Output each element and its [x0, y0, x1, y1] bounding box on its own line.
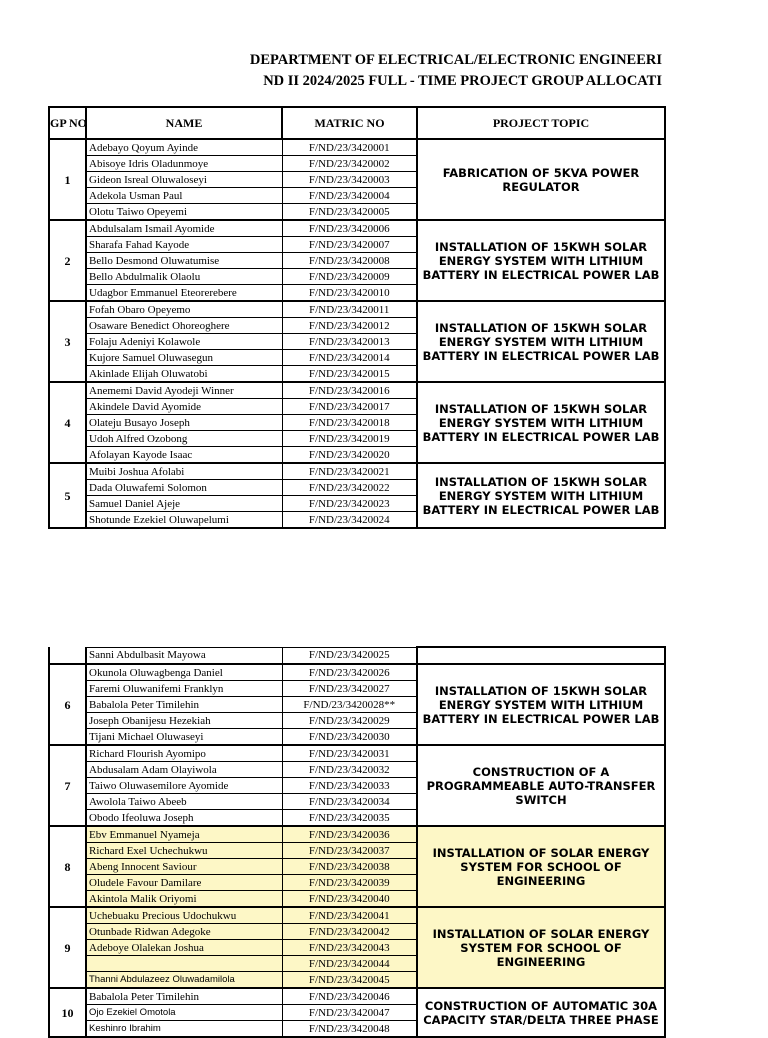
matric-number-cell: F/ND/23/3420002: [282, 156, 417, 172]
student-name-cell: [86, 956, 282, 972]
table-row: [49, 664, 665, 681]
student-name-cell: Ojo Ezekiel Omotola: [86, 1005, 282, 1021]
student-name-cell: Oludele Favour Damilare: [86, 875, 282, 891]
matric-number-cell: F/ND/23/3420032: [282, 762, 417, 778]
student-name-cell: Osaware Benedict Ohoreoghere: [86, 318, 282, 334]
student-name-cell: Adebayo Qoyum Ayinde: [86, 139, 282, 156]
header-project-topic: PROJECT TOPIC: [417, 107, 665, 139]
matric-number-cell: F/ND/23/3420004: [282, 188, 417, 204]
student-name-cell: Keshinro Ibrahim: [86, 1021, 282, 1038]
matric-number-cell: F/ND/23/3420022: [282, 480, 417, 496]
student-name-cell: Okunola Oluwagbenga Daniel: [86, 664, 282, 681]
student-name-cell: Kujore Samuel Oluwasegun: [86, 350, 282, 366]
student-name-cell: Adeboye Olalekan Joshua: [86, 940, 282, 956]
student-name-cell: Abdusalam Adam Olayiwola: [86, 762, 282, 778]
matric-number-cell: F/ND/23/3420012: [282, 318, 417, 334]
student-name-cell: Sharafa Fahad Kayode: [86, 237, 282, 253]
student-name-cell: Abeng Innocent Saviour: [86, 859, 282, 875]
matric-number-cell: F/ND/23/3420017: [282, 399, 417, 415]
matric-number-cell: F/ND/23/3420033: [282, 778, 417, 794]
student-name-cell: Richard Flourish Ayomipo: [86, 745, 282, 762]
matric-number-cell: F/ND/23/3420013: [282, 334, 417, 350]
project-topic-cell: INSTALLATION OF SOLAR ENERGY SYSTEM FOR SCHOOL OF ENGINEERING: [417, 826, 665, 907]
student-name-cell: Uchebuaku Precious Udochukwu: [86, 907, 282, 924]
student-name-cell: Udagbor Emmanuel Eteorerebere: [86, 285, 282, 302]
header-matric-no: MATRIC NO: [282, 107, 417, 139]
table-row: [49, 139, 665, 156]
matric-number-cell: F/ND/23/3420018: [282, 415, 417, 431]
student-name-cell: Olotu Taiwo Opeyemi: [86, 204, 282, 221]
table-body: [49, 647, 665, 1037]
table-row: [49, 745, 665, 762]
matric-number-cell: F/ND/23/3420046: [282, 988, 417, 1005]
project-topic-cell: INSTALLATION OF 15KWH SOLAR ENERGY SYSTEM WITH LITHIUM BATTERY IN ELECTRICAL POWER LAB: [417, 220, 665, 301]
matric-number-cell: F/ND/23/3420034: [282, 794, 417, 810]
student-name-cell: Udoh Alfred Ozobong: [86, 431, 282, 447]
matric-number-cell: F/ND/23/3420020: [282, 447, 417, 464]
group-number-cell: 8: [49, 826, 86, 907]
matric-number-cell: F/ND/23/3420044: [282, 956, 417, 972]
matric-number-cell: F/ND/23/3420036: [282, 826, 417, 843]
matric-number-cell: F/ND/23/3420016: [282, 382, 417, 399]
matric-number-cell: F/ND/23/3420038: [282, 859, 417, 875]
table-row: [49, 826, 665, 843]
matric-number-cell: F/ND/23/3420003: [282, 172, 417, 188]
matric-number-cell: F/ND/23/3420026: [282, 664, 417, 681]
matric-number-cell: F/ND/23/3420021: [282, 463, 417, 480]
matric-number-cell: F/ND/23/3420035: [282, 810, 417, 827]
student-name-cell: Sanni Abdulbasit Mayowa: [86, 647, 282, 664]
student-name-cell: Anememi David Ayodeji Winner: [86, 382, 282, 399]
matric-number-cell: F/ND/23/3420019: [282, 431, 417, 447]
student-name-cell: Babalola Peter Timilehin: [86, 697, 282, 713]
student-name-cell: Muibi Joshua Afolabi: [86, 463, 282, 480]
matric-number-cell: F/ND/23/3420010: [282, 285, 417, 302]
project-topic-cell: INSTALLATION OF SOLAR ENERGY SYSTEM FOR SCHOOL OF ENGINEERING: [417, 907, 665, 988]
matric-number-cell: F/ND/23/3420047: [282, 1005, 417, 1021]
table-row: [49, 382, 665, 399]
table-row: [49, 301, 665, 318]
student-name-cell: Akinlade Elijah Oluwatobi: [86, 366, 282, 383]
student-name-cell: Bello Desmond Oluwatumise: [86, 253, 282, 269]
student-name-cell: Adekola Usman Paul: [86, 188, 282, 204]
student-name-cell: Faremi Oluwanifemi Franklyn: [86, 681, 282, 697]
project-topic-cell: INSTALLATION OF 15KWH SOLAR ENERGY SYSTEM WITH LITHIUM BATTERY IN ELECTRICAL POWER LAB: [417, 664, 665, 745]
matric-number-cell: F/ND/23/3420027: [282, 681, 417, 697]
project-topic-cell: [417, 647, 665, 664]
matric-number-cell: F/ND/23/3420048: [282, 1021, 417, 1038]
table-row: [49, 647, 665, 664]
project-topic-cell: INSTALLATION OF 15KWH SOLAR ENERGY SYSTEM WITH LITHIUM BATTERY IN ELECTRICAL POWER LAB: [417, 463, 665, 528]
student-name-cell: Obodo Ifeoluwa Joseph: [86, 810, 282, 827]
matric-number-cell: F/ND/23/3420029: [282, 713, 417, 729]
student-name-cell: Akintola Malik Oriyomi: [86, 891, 282, 908]
group-number-cell: 2: [49, 220, 86, 301]
project-topic-cell: FABRICATION OF 5KVA POWER REGULATOR: [417, 139, 665, 220]
group-number-cell: 7: [49, 745, 86, 826]
table-row: [49, 907, 665, 924]
matric-number-cell: F/ND/23/3420042: [282, 924, 417, 940]
matric-number-cell: F/ND/23/3420024: [282, 512, 417, 529]
table-header-row: [49, 107, 665, 139]
student-name-cell: Ebv Emmanuel Nyameja: [86, 826, 282, 843]
matric-number-cell: F/ND/23/3420045: [282, 972, 417, 989]
student-name-cell: Bello Abdulmalik Olaolu: [86, 269, 282, 285]
table-row: [49, 220, 665, 237]
matric-number-cell: F/ND/23/3420043: [282, 940, 417, 956]
student-name-cell: Abisoye Idris Oladunmoye: [86, 156, 282, 172]
table-row: [49, 988, 665, 1005]
group-number-cell: 4: [49, 382, 86, 463]
matric-number-cell: F/ND/23/3420025: [282, 647, 417, 664]
group-number-cell: 1: [49, 139, 86, 220]
matric-number-cell: F/ND/23/3420006: [282, 220, 417, 237]
student-name-cell: Thanni Abdulazeez Oluwadamilola: [86, 972, 282, 989]
group-number-cell: [49, 647, 86, 664]
project-topic-cell: CONSTRUCTION OF AUTOMATIC 30A CAPACITY STAR/DELTA THREE PHASE: [417, 988, 665, 1037]
table-row: [49, 463, 665, 480]
student-name-cell: Abdulsalam Ismail Ayomide: [86, 220, 282, 237]
group-number-cell: 5: [49, 463, 86, 528]
matric-number-cell: F/ND/23/3420039: [282, 875, 417, 891]
student-name-cell: Joseph Obanijesu Hezekiah: [86, 713, 282, 729]
matric-number-cell: F/ND/23/3420008: [282, 253, 417, 269]
student-name-cell: Shotunde Ezekiel Oluwapelumi: [86, 512, 282, 529]
student-name-cell: Taiwo Oluwasemilore Ayomide: [86, 778, 282, 794]
group-number-cell: 6: [49, 664, 86, 745]
student-name-cell: Tijani Michael Oluwaseyi: [86, 729, 282, 746]
matric-number-cell: F/ND/23/3420001: [282, 139, 417, 156]
matric-number-cell: F/ND/23/3420037: [282, 843, 417, 859]
student-name-cell: Samuel Daniel Ajeje: [86, 496, 282, 512]
student-name-cell: Richard Exel Uchechukwu: [86, 843, 282, 859]
student-name-cell: Dada Oluwafemi Solomon: [86, 480, 282, 496]
student-name-cell: Gideon Isreal Oluwaloseyi: [86, 172, 282, 188]
allocation-table-page-2: [48, 646, 662, 1035]
group-number-cell: 3: [49, 301, 86, 382]
matric-number-cell: F/ND/23/3420015: [282, 366, 417, 383]
header-gp-no: GP NO: [49, 107, 86, 139]
department-title: DEPARTMENT OF ELECTRICAL/ELECTRONIC ENGINEERI: [249, 52, 662, 68]
student-name-cell: Akindele David Ayomide: [86, 399, 282, 415]
project-topic-cell: INSTALLATION OF 15KWH SOLAR ENERGY SYSTEM WITH LITHIUM BATTERY IN ELECTRICAL POWER LAB: [417, 382, 665, 463]
student-name-cell: Olateju Busayo Joseph: [86, 415, 282, 431]
matric-number-cell: F/ND/23/3420005: [282, 204, 417, 221]
project-topic-cell: CONSTRUCTION OF A PROGRAMMEABLE AUTO-TRANSFER SWITCH: [417, 745, 665, 826]
student-name-cell: Otunbade Ridwan Adegoke: [86, 924, 282, 940]
student-name-cell: Awolola Taiwo Abeeb: [86, 794, 282, 810]
matric-number-cell: F/ND/23/3420041: [282, 907, 417, 924]
group-number-cell: 10: [49, 988, 86, 1037]
allocation-title: ND II 2024/2025 FULL - TIME PROJECT GROUP ALLOCATI: [263, 73, 662, 89]
matric-number-cell: F/ND/23/3420011: [282, 301, 417, 318]
matric-number-cell: F/ND/23/3420007: [282, 237, 417, 253]
student-name-cell: Afolayan Kayode Isaac: [86, 447, 282, 464]
student-name-cell: Fofah Obaro Opeyemo: [86, 301, 282, 318]
student-name-cell: Babalola Peter Timilehin: [86, 988, 282, 1005]
matric-number-cell: F/ND/23/3420014: [282, 350, 417, 366]
matric-number-cell: F/ND/23/3420040: [282, 891, 417, 908]
allocation-table-page-1: [48, 106, 662, 527]
matric-number-cell: F/ND/23/3420030: [282, 729, 417, 746]
matric-number-cell: F/ND/23/3420023: [282, 496, 417, 512]
matric-number-cell: F/ND/23/3420028**: [282, 697, 417, 713]
table-body: [49, 139, 665, 528]
header-name: NAME: [86, 107, 282, 139]
student-name-cell: Folaju Adeniyi Kolawole: [86, 334, 282, 350]
matric-number-cell: F/ND/23/3420031: [282, 745, 417, 762]
project-topic-cell: INSTALLATION OF 15KWH SOLAR ENERGY SYSTEM WITH LITHIUM BATTERY IN ELECTRICAL POWER LAB: [417, 301, 665, 382]
matric-number-cell: F/ND/23/3420009: [282, 269, 417, 285]
group-number-cell: 9: [49, 907, 86, 988]
